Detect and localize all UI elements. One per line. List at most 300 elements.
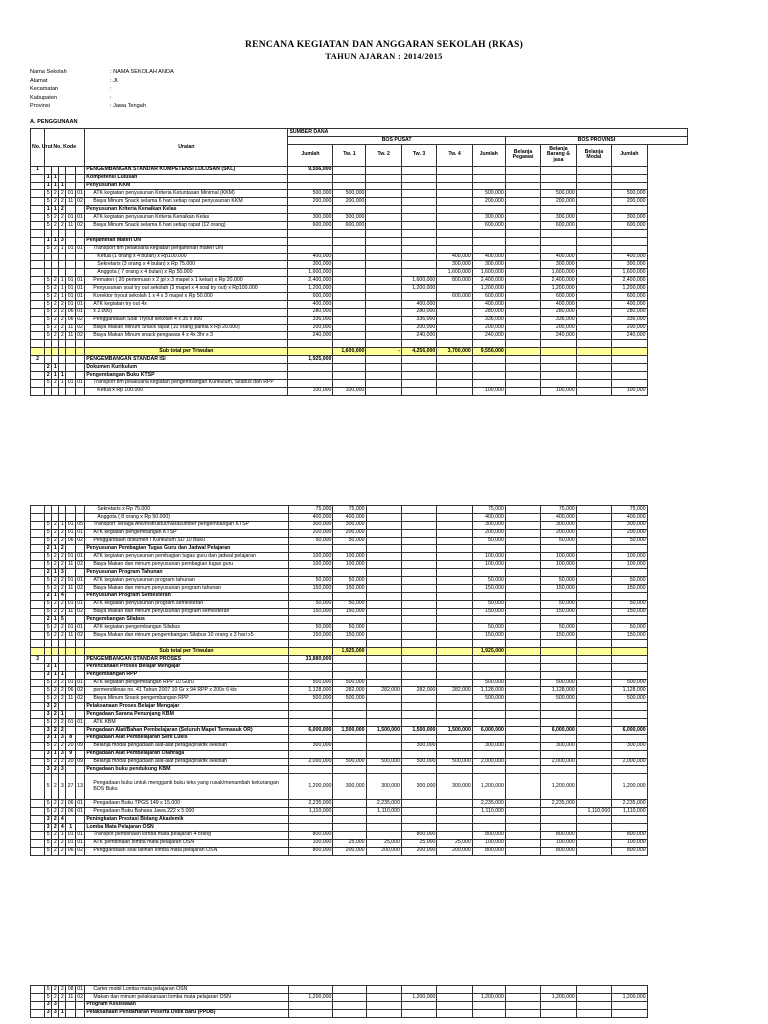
amount-cell: 800,000 — [541, 831, 576, 839]
amount-cell — [366, 545, 401, 553]
kode-cell — [75, 1009, 84, 1017]
amount-cell — [576, 506, 611, 514]
amount-cell: 600,000 — [472, 293, 505, 301]
amount-cell — [541, 640, 576, 648]
amount-cell — [333, 1009, 366, 1017]
amount-cell — [333, 592, 366, 600]
amount-cell: 500,000 — [612, 190, 647, 198]
amount-cell — [437, 356, 472, 364]
amount-cell — [366, 986, 401, 994]
amount-cell: 240,000 — [612, 332, 647, 340]
amount-cell: 336,000 — [288, 316, 333, 324]
amount-cell — [437, 750, 472, 758]
kode-cell: 5 — [45, 808, 52, 816]
kode-cell — [66, 261, 75, 269]
no-urut-cell: 2 — [31, 356, 45, 364]
kode-cell: 06 — [67, 308, 74, 315]
amount-cell — [333, 229, 366, 237]
amount-cell — [366, 671, 401, 679]
amount-cell: 280,000 — [401, 308, 436, 316]
amount-cell — [366, 332, 401, 340]
amount-cell: 282,000 — [437, 687, 472, 695]
uraian-cell: Penyusunan Pembagian Tugas Guru dan Jadwal Pelajaran — [85, 545, 288, 553]
kode-cell — [52, 387, 59, 395]
amount-cell: 2,235,000 — [612, 800, 647, 808]
amount-cell — [505, 679, 540, 687]
kode-cell — [75, 648, 84, 656]
no-urut-cell — [31, 719, 45, 727]
amount-cell — [541, 371, 576, 379]
no-urut-cell — [31, 758, 45, 766]
kode-cell: 1 — [52, 592, 59, 600]
kode-cell — [66, 569, 75, 577]
kode-cell: 09 — [77, 758, 83, 765]
kode-cell: 4 — [59, 816, 66, 824]
amount-cell: 50,000 — [612, 537, 647, 545]
kode-cell — [66, 671, 75, 679]
amount-cell — [333, 253, 366, 261]
kode-cell: 2 — [52, 711, 59, 719]
amount-cell — [401, 261, 436, 269]
amount-cell: 50,000 — [472, 624, 505, 632]
amount-cell — [505, 379, 540, 387]
kode-cell: 2 — [52, 316, 59, 324]
kode-cell: 01 — [77, 213, 83, 220]
amount-cell — [505, 993, 540, 1001]
amount-cell — [437, 640, 472, 648]
amount-cell: 6,000,000 — [472, 726, 505, 734]
amount-cell — [437, 993, 472, 1001]
amount-cell: 282,000 — [366, 687, 401, 695]
amount-cell — [541, 364, 576, 372]
amount-cell — [333, 734, 366, 742]
amount-cell — [366, 711, 401, 719]
kode-cell: 06 — [67, 316, 74, 323]
kode-cell: 1 — [59, 711, 66, 719]
amount-cell: 500,000 — [612, 695, 647, 703]
amount-cell: 100,000 — [333, 561, 366, 569]
kode-cell: 9 — [66, 750, 75, 758]
kode-cell — [59, 340, 66, 348]
amount-cell — [576, 679, 611, 687]
amount-cell: 100,000 — [333, 553, 366, 561]
amount-cell: 75,000 — [541, 506, 576, 514]
amount-cell — [437, 332, 472, 340]
amount-cell — [437, 632, 472, 640]
amount-cell: 400,000 — [612, 300, 647, 308]
kode-cell: 02 — [77, 332, 83, 339]
amount-cell — [333, 1001, 366, 1009]
kode-cell: 5 — [45, 608, 52, 616]
kode-cell: 2 — [52, 190, 59, 198]
kode-cell — [66, 182, 75, 190]
amount-cell: 1,110,000 — [472, 808, 505, 816]
amount-cell — [612, 592, 647, 600]
amount-cell — [576, 847, 611, 855]
uraian-cell: ATK kegiatan penyusunan program semesteran — [85, 600, 288, 608]
uraian-cell: Penyusunan KKM — [85, 182, 288, 190]
table-row — [31, 253, 688, 261]
kode-cell: 5 — [45, 758, 52, 766]
amount-cell — [505, 816, 540, 824]
amount-cell: 280,000 — [612, 308, 647, 316]
amount-cell: 1,500,000 — [401, 726, 436, 734]
amount-cell: 2,400,000 — [288, 277, 333, 285]
amount-cell — [576, 364, 611, 372]
amount-cell — [505, 553, 540, 561]
no-urut-cell — [31, 750, 45, 758]
amount-cell — [505, 506, 540, 514]
uraian-cell: Perencanaan Proses Belajar Mengajar — [85, 663, 288, 671]
kode-cell: 2 — [59, 214, 66, 222]
amount-cell — [333, 293, 366, 301]
uraian-cell: Penyusunan Program Semesteran — [85, 592, 288, 600]
kode-cell: 3 — [59, 569, 66, 577]
amount-cell — [333, 823, 366, 831]
amount-cell: 500,000 — [437, 758, 472, 766]
amount-cell: 50,000 — [541, 577, 576, 585]
amount-cell — [505, 237, 540, 245]
amount-cell — [366, 663, 401, 671]
amount-cell — [541, 719, 576, 727]
amount-cell — [505, 734, 540, 742]
kode-cell: 2 — [59, 687, 66, 695]
kode-cell: 2 — [52, 800, 59, 808]
amount-cell — [366, 277, 401, 285]
uraian-cell: PENGEMBANGAN STANDAR PROSES — [85, 655, 288, 663]
table-row — [31, 569, 688, 577]
table-row — [31, 506, 688, 514]
amount-cell — [333, 324, 366, 332]
amount-cell — [366, 823, 401, 831]
amount-cell — [576, 711, 611, 719]
amount-cell — [288, 174, 333, 182]
kode-cell: 4 — [59, 592, 66, 600]
uraian-cell: Pengadaan Buku Bahasa Jawa 222 x 5.000 — [85, 808, 288, 816]
amount-cell — [541, 1001, 576, 1009]
kode-cell — [52, 348, 59, 356]
kode-cell: 2 — [59, 608, 66, 616]
amount-cell: 1,200,000 — [472, 285, 505, 293]
amount-cell — [288, 986, 333, 994]
kode-cell: 02 — [77, 560, 83, 567]
amount-cell — [333, 340, 366, 348]
amount-cell — [366, 529, 401, 537]
kode-cell: 2 — [52, 632, 59, 640]
kode-cell — [59, 356, 66, 364]
uraian-cell: Transpot pembinaan lomba mata pelajaran 4 orang — [85, 831, 288, 839]
uraian-cell: Penggandaan Soal Tryout sekolah 4 x 35 x 800 — [85, 316, 288, 324]
amount-cell — [612, 371, 647, 379]
kode-cell: 2 — [59, 993, 66, 1001]
kode-cell — [52, 261, 59, 269]
amount-cell — [612, 1009, 647, 1017]
amount-cell: 50,000 — [333, 624, 366, 632]
kode-cell — [75, 616, 84, 624]
amount-cell — [366, 616, 401, 624]
amount-cell: 6,000,000 — [612, 726, 647, 734]
amount-cell — [437, 237, 472, 245]
amount-cell — [288, 766, 333, 774]
budget-table-page-1 — [30, 128, 688, 396]
uraian-cell: ATK kegiatan pengembangan KTSP — [85, 529, 288, 537]
amount-cell: 282,000 — [333, 687, 366, 695]
amount-cell — [401, 766, 436, 774]
amount-cell — [472, 823, 505, 831]
amount-cell: 300,000 — [366, 774, 401, 800]
amount-cell — [612, 245, 647, 253]
no-urut-cell — [31, 687, 45, 695]
amount-cell — [472, 356, 505, 364]
kode-cell: 5 — [45, 679, 52, 687]
no-urut-cell — [31, 506, 45, 514]
kode-cell: 3 — [45, 671, 52, 679]
kode-cell — [75, 655, 84, 663]
amount-cell: 300,000 — [333, 521, 366, 529]
kode-cell — [45, 356, 52, 364]
kode-cell — [75, 1001, 84, 1009]
uraian-cell: Pelaksanaan Pendaftaran Peserta Didik baru (PPDB) — [85, 1009, 288, 1017]
no-urut-cell — [31, 734, 45, 742]
amount-cell — [366, 387, 401, 395]
amount-cell — [505, 750, 540, 758]
amount-cell — [505, 332, 540, 340]
amount-cell — [288, 545, 333, 553]
amount-cell — [333, 269, 366, 277]
kode-cell: 2 — [52, 808, 59, 816]
amount-cell — [612, 379, 647, 387]
amount-cell — [541, 648, 576, 656]
amount-cell — [576, 214, 611, 222]
no-urut-cell — [31, 387, 45, 395]
kode-cell: 3 — [52, 1009, 59, 1017]
budget-table-page-2 — [30, 505, 688, 856]
uraian-cell: Penjaminan Materi UN — [85, 237, 288, 245]
amount-cell — [437, 800, 472, 808]
amount-cell — [366, 300, 401, 308]
amount-cell: 50,000 — [541, 600, 576, 608]
amount-cell: 240,000 — [401, 332, 436, 340]
amount-cell — [505, 808, 540, 816]
kode-cell — [52, 356, 59, 364]
kode-cell: 2 — [59, 758, 66, 766]
no-urut-cell — [31, 1001, 45, 1009]
amount-cell: 50,000 — [288, 600, 333, 608]
amount-cell: 25,000 — [437, 839, 472, 847]
amount-cell — [505, 340, 540, 348]
kode-cell: 01 — [77, 284, 83, 291]
amount-cell: 50,000 — [612, 600, 647, 608]
kode-cell: 2 — [59, 222, 66, 230]
table-row — [31, 214, 688, 222]
kode-cell — [52, 506, 59, 514]
amount-cell — [576, 348, 611, 356]
amount-cell — [472, 655, 505, 663]
amount-cell — [541, 348, 576, 356]
kode-cell: 2 — [59, 300, 66, 308]
amount-cell: 300,000 — [288, 261, 333, 269]
amount-cell — [541, 237, 576, 245]
amount-cell — [505, 766, 540, 774]
amount-cell — [437, 387, 472, 395]
amount-cell — [576, 592, 611, 600]
amount-cell — [576, 719, 611, 727]
amount-cell — [437, 222, 472, 230]
amount-cell — [401, 356, 436, 364]
no-urut-cell — [31, 774, 45, 800]
kode-cell — [75, 592, 84, 600]
amount-cell — [333, 356, 366, 364]
kode-cell: 2 — [45, 545, 52, 553]
kode-cell — [66, 663, 75, 671]
amount-cell — [541, 206, 576, 214]
kode-cell — [75, 513, 84, 521]
kode-cell — [75, 726, 84, 734]
amount-cell — [576, 758, 611, 766]
amount-cell: 300,000 — [288, 742, 333, 750]
amount-cell — [505, 545, 540, 553]
uraian-cell: ATK kegiatan pengembangan Silabus — [85, 624, 288, 632]
amount-cell: 200,000 — [541, 324, 576, 332]
uraian-cell: Penyusunan Program Tahunan — [85, 569, 288, 577]
amount-cell — [333, 237, 366, 245]
amount-cell — [576, 671, 611, 679]
amount-cell — [288, 569, 333, 577]
amount-cell: 200,000 — [288, 198, 333, 206]
amount-cell — [366, 703, 401, 711]
amount-cell — [576, 640, 611, 648]
col-sumber-dana: SUMBER DANA — [288, 129, 688, 137]
amount-cell — [288, 364, 333, 372]
kode-cell — [75, 182, 84, 190]
amount-cell — [505, 253, 540, 261]
amount-cell: 240,000 — [472, 332, 505, 340]
amount-cell — [437, 206, 472, 214]
kode-cell: 5 — [45, 839, 52, 847]
amount-cell — [505, 632, 540, 640]
kode-cell — [59, 269, 66, 277]
kode-cell: 11 — [66, 584, 75, 592]
kode-cell — [45, 229, 52, 237]
table-row — [31, 348, 688, 356]
amount-cell — [366, 719, 401, 727]
amount-cell: 150,000 — [288, 608, 333, 616]
amount-cell — [576, 766, 611, 774]
amount-cell — [437, 600, 472, 608]
amount-cell: 2,400,000 — [612, 277, 647, 285]
kode-cell — [59, 640, 66, 648]
kode-cell: 2 — [59, 561, 66, 569]
amount-cell — [576, 648, 611, 656]
kode-cell: 1 — [59, 285, 66, 293]
no-urut-cell — [31, 245, 45, 253]
kode-cell: 5 — [45, 379, 52, 387]
amount-cell: 280,000 — [288, 308, 333, 316]
table-row — [31, 293, 688, 301]
amount-cell — [576, 1009, 611, 1017]
kode-cell: 5 — [45, 285, 52, 293]
col-uraian: Uraian — [85, 129, 288, 167]
table-row — [31, 237, 688, 245]
amount-cell — [505, 371, 540, 379]
amount-cell — [288, 1009, 333, 1017]
no-urut-cell — [31, 608, 45, 616]
kode-cell: 2 — [52, 816, 59, 824]
uraian-cell: Pemateri ( 20 pertemuan x 2 jpl x 3 mapel x 1 kelas) x Rp 20.000 — [85, 277, 288, 285]
amount-cell — [401, 521, 436, 529]
amount-cell — [612, 816, 647, 824]
kode-cell: 2 — [59, 695, 66, 703]
kode-cell: 01 — [77, 552, 83, 559]
kode-cell — [66, 253, 75, 261]
kode-cell: 01 — [77, 292, 83, 299]
amount-cell — [472, 616, 505, 624]
kode-cell: 1 — [52, 750, 59, 758]
table-row — [31, 774, 688, 800]
info-label: Kecamatan — [30, 86, 59, 93]
amount-cell: 800,000 — [288, 831, 333, 839]
no-urut-cell — [31, 711, 45, 719]
no-urut-cell — [31, 847, 45, 855]
kode-cell: 01 — [67, 831, 74, 838]
kode-cell: 5 — [45, 521, 52, 529]
amount-cell — [401, 823, 436, 831]
amount-cell — [505, 774, 540, 800]
amount-cell — [401, 734, 436, 742]
no-urut-cell — [31, 324, 45, 332]
kode-cell: 5 — [45, 214, 52, 222]
kode-cell — [59, 229, 66, 237]
amount-cell — [505, 277, 540, 285]
amount-cell: 500,000 — [333, 758, 366, 766]
amount-cell: 500,000 — [541, 190, 576, 198]
amount-cell — [401, 569, 436, 577]
amount-cell — [505, 695, 540, 703]
amount-cell — [401, 371, 436, 379]
amount-cell: 600,000 — [472, 222, 505, 230]
kode-cell: 2 — [52, 993, 59, 1001]
amount-cell — [612, 648, 647, 656]
uraian-cell: Penyusunan Kriteria Kenaikan Kelas — [85, 206, 288, 214]
amount-cell — [401, 506, 436, 514]
kode-cell: 2 — [52, 300, 59, 308]
table-row — [31, 719, 688, 727]
amount-cell — [505, 529, 540, 537]
kode-cell: 2 — [52, 537, 59, 545]
amount-cell — [505, 648, 540, 656]
amount-cell: 300,000 — [541, 521, 576, 529]
amount-cell — [505, 166, 540, 174]
info-row — [30, 68, 174, 77]
kode-cell: 2 — [59, 198, 66, 206]
kode-cell — [75, 387, 84, 395]
kode-cell: 2 — [52, 584, 59, 592]
amount-cell: 400,000 — [437, 253, 472, 261]
kode-cell: 3 — [59, 774, 66, 800]
amount-cell — [472, 182, 505, 190]
amount-cell — [437, 695, 472, 703]
kode-cell: 1 — [52, 616, 59, 624]
amount-cell: 150,000 — [472, 632, 505, 640]
kode-cell: 1 — [45, 174, 52, 182]
table-row — [31, 624, 688, 632]
col-no-kode: No. Kode — [45, 129, 85, 167]
kode-cell: 1 — [52, 174, 59, 182]
amount-cell — [288, 1001, 333, 1009]
amount-cell: 800,000 — [472, 831, 505, 839]
kode-cell: 01 — [77, 807, 83, 814]
amount-cell — [366, 214, 401, 222]
